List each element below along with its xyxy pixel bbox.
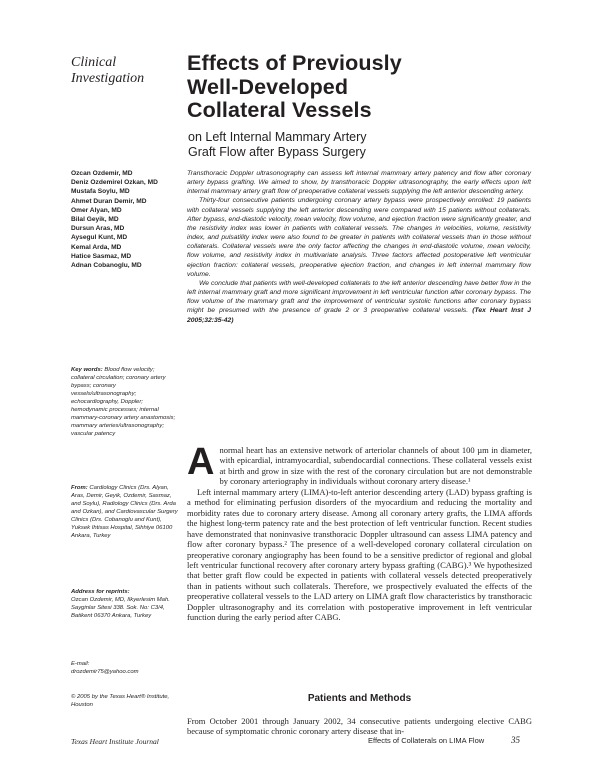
author: Hatice Sasmaz, MD <box>71 252 132 260</box>
footer-running-title: Effects of Collaterals on LIMA Flow <box>368 736 485 745</box>
intro-paragraph-text: normal heart has an extensive network of arteriolar channels of about 100 µm in diameter, with epicardial, intramyocardial, subendocardial connections. These collateral vessels exist at birth and grow in size with the rest of the coronary circulation but are not demonstrable by coronary arteriography in individuals without coronary artery disease.¹ <box>219 445 532 487</box>
affiliations <box>71 484 179 540</box>
section-heading: Patients and Methods <box>307 693 412 704</box>
title-line: Effects of Previously <box>187 51 402 75</box>
reprint-address-label: Address for reprints: <box>71 589 130 595</box>
intro-paragraph <box>187 441 532 487</box>
article-title <box>187 52 567 123</box>
abstract <box>187 169 531 325</box>
author: Ozcan Ozdemir, MD <box>71 170 133 177</box>
email-address[interactable]: drozdemir75@yahoo.com <box>71 669 139 676</box>
abstract-paragraph <box>187 279 531 325</box>
author: Mustafa Soylu, MD <box>71 188 130 196</box>
reprint-address <box>71 588 179 620</box>
author: Bilal Geyik, MD <box>71 216 119 224</box>
author: Kemal Arda, MD <box>71 243 122 251</box>
keywords <box>71 366 179 438</box>
reprint-address-text: Ozcan Ozdemir, MD, Ilkyerlesim Mah. Sayginlar Sitesi 338. Sok. No: C3/4, Batikent 06370 Ankara, Turkey <box>71 597 170 620</box>
author: Ahmet Duran Demir, MD <box>71 197 147 205</box>
abstract-paragraph: Transthoracic Doppler ultrasonography can assess left internal mammary artery patency and flow after coronary artery bypass grafting. We aimed to show, by transthoracic Doppler ultrasonography, the early effects upon left internal mammary artery graft flow of preoperative collateral vessels supplying the left anterior descending artery. <box>187 170 531 196</box>
subtitle-line: on Left Internal Mammary Artery <box>188 130 367 144</box>
drop-cap: A <box>187 441 215 483</box>
author: Dursun Aras, MD <box>71 225 125 233</box>
author: Adnan Cobanoglu, MD <box>71 262 142 270</box>
page-number: 35 <box>511 735 520 745</box>
section-label <box>71 55 171 87</box>
author: Omer Alyan, MD <box>71 206 122 214</box>
abstract-paragraph: Thirty-four consecutive patients undergoing coronary artery bypass were prospectively enrolled: 19 patients with collateral vessels supplying the left anterior descending were compared with 15 patients without collaterals. After bypass, end-diastolic velocity, mean velocity, flow volume, and ejection fraction were significantly greater, and the resistivity index was lower in patients with collateral vessels. The changes in velocities, volume, resistivity index, and pulsatility index were also found to be greater in patients with collateral vessels than in those without collaterals. Collateral vessels were the only factor affecting the changes in end-diastolic volume, mean velocity, flow volume, and resistivity index in multivariate analysis. Three factors affected postoperative left ventricular ejection fraction: collateral vessels, preoperative ejection fraction, and changes in left internal mammary flow volume. <box>187 197 531 278</box>
intro-paragraph: Left internal mammary artery (LIMA)-to-left anterior descending artery (LAD) bypass grafting is a method for eliminating perfusion disorders of the myocardium and reducing the mortality and morbidity rates due to coronary artery disease. Among all coronary artery grafts, the LIMA affords the highest long-term patency rate and the best protection of left ventricular function. Recent studies have demonstrated that noninvasive transthoracic Doppler ultrasound can assess LIMA patency and flow after coronary bypass.² The presence of a well-developed coronary collateral circulation on preoperative coronary angiography has been found to be a sensitive predictor of regional and global left ventricular functional recovery after coronary artery bypass grafting (CABG).³ We hypothesized that better graft flow could be expected in patients with collateral vessels detected preoperatively than in patients without such collaterals. Therefore, we prospectively evaluated the effects of the preoperative collateral vessels to the LAD artery on LIMA graft flow characteristics by transthoracic Doppler ultrasonography and its correlation with postoperative improvement in left ventricular function during the early period after CABG. <box>187 486 532 623</box>
keywords-text: Blood flow velocity; collateral circulation; coronary artery bypass; coronary vessels/ultrasonography; echocardiography, Doppler; hemodynamic processes; internal mammary-coronary artery anastomosis; mammary arteries/ultrasonography; vascular patency <box>71 367 176 438</box>
article-subtitle <box>188 130 568 160</box>
copyright-notice: © 2005 by the Texas Heart® Institute, Houston <box>71 694 170 709</box>
introduction <box>187 441 532 623</box>
affiliations-label: From: <box>71 485 88 491</box>
author-list <box>71 169 186 270</box>
subtitle-line: Graft Flow after Bypass Surgery <box>188 145 366 159</box>
keywords-label: Key words: <box>71 367 103 373</box>
contact-email <box>71 660 179 676</box>
methods-text <box>187 716 532 737</box>
email-label: E-mail: <box>71 661 90 667</box>
section-label-line: Clinical <box>71 55 117 70</box>
section-label-line: Investigation <box>71 71 145 86</box>
methods-paragraph: From October 2001 through January 2002, 34 consecutive patients undergoing elective CABG because of symptomatic chronic coronary artery disease that in- <box>187 716 532 737</box>
journal-citation: (Tex Heart Inst J 2005;32:35-42) <box>187 307 531 324</box>
affiliations-text: Cardiology Clinics (Drs. Alyan, Aras, Demir, Geyik, Ozdemir, Sasmaz, and Soylu), Radiology Clinics (Drs. Arda and Ozkan), and Cardiovascular Surgery Clinics (Drs. Cobanoglu and Kunt), Yuksek Ihtisas Hospital, Sihhiye 06100 Ankara, Turkey <box>71 485 178 540</box>
footer-journal-name: Texas Heart Institute Journal <box>71 737 159 746</box>
author: Aysegul Kunt, MD <box>71 234 128 242</box>
abstract-conclusion: We conclude that patients with well-developed collaterals to the left anterior descending have better flow in the left internal mammary graft and more significant improvement in left ventricular function after coronary bypass. The flow volume of the mammary graft and the improvement of ventricular systolic functions after coronary bypass might be presumed with the presence of grade 2 or 3 preoperative collateral vessels. <box>187 279 531 315</box>
author: Deniz Ozdemirel Ozkan, MD <box>71 179 158 187</box>
title-line: Collateral Vessels <box>187 98 372 122</box>
title-line: Well-Developed <box>187 74 349 99</box>
